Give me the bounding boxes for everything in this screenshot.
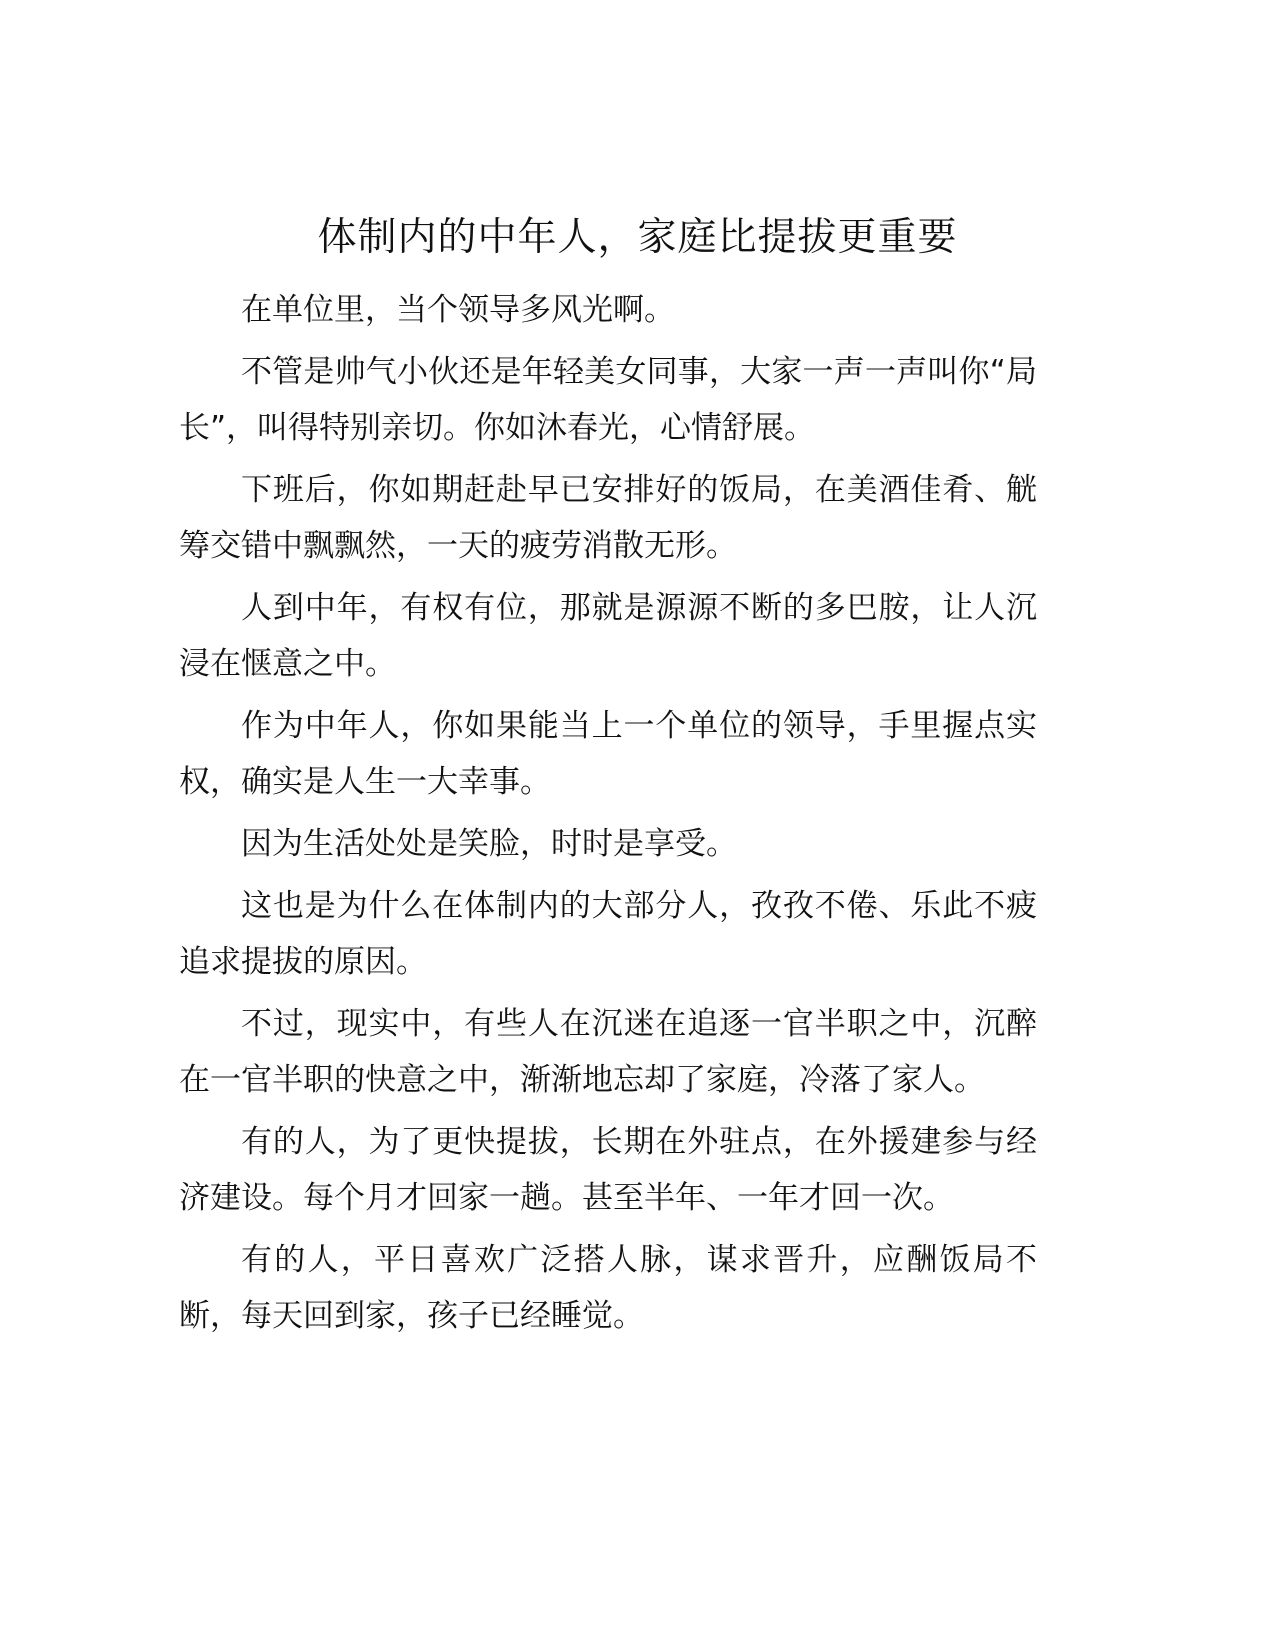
- paragraph-6: 因为生活处处是笑脸，时时是享受。: [241, 826, 737, 862]
- paragraph-2: 不管是帅气小伙还是年轻美女同事，大家一声一声叫你“局长”，叫得特别亲切。你如沐春光，心情舒展。: [179, 354, 1037, 446]
- paragraph-8: 不过，现实中，有些人在沉迷在追逐一官半职之中，沉醉在一官半职的快意之中，渐渐地忘却了家庭，冷落了家人。: [179, 1006, 1037, 1098]
- document-title: 体制内的中年人，家庭比提拔更重要: [317, 215, 958, 260]
- paragraph-7: 这也是为什么在体制内的大部分人，孜孜不倦、乐此不疲追求提拔的原因。: [179, 888, 1037, 980]
- paragraph-3: 下班后，你如期赶赴早已安排好的饭局，在美酒佳肴、觥筹交错中飘飘然，一天的疲劳消散无形。: [179, 472, 1037, 564]
- paragraph-10: 有的人，平日喜欢广泛搭人脉，谋求晋升，应酬饭局不断，每天回到家，孩子已经睡觉。: [179, 1242, 1037, 1334]
- paragraph-4: 人到中年，有权有位，那就是源源不断的多巴胺，让人沉浸在惬意之中。: [179, 590, 1037, 682]
- document-body: [179, 282, 1037, 1350]
- paragraph-1: 在单位里，当个领导多风光啊。: [241, 292, 675, 328]
- paragraph-9: 有的人，为了更快提拔，长期在外驻点，在外援建参与经济建设。每个月才回家一趟。甚至半年、一年才回一次。: [179, 1124, 1037, 1216]
- paragraph-5: 作为中年人，你如果能当上一个单位的领导，手里握点实权，确实是人生一大幸事。: [179, 708, 1037, 800]
